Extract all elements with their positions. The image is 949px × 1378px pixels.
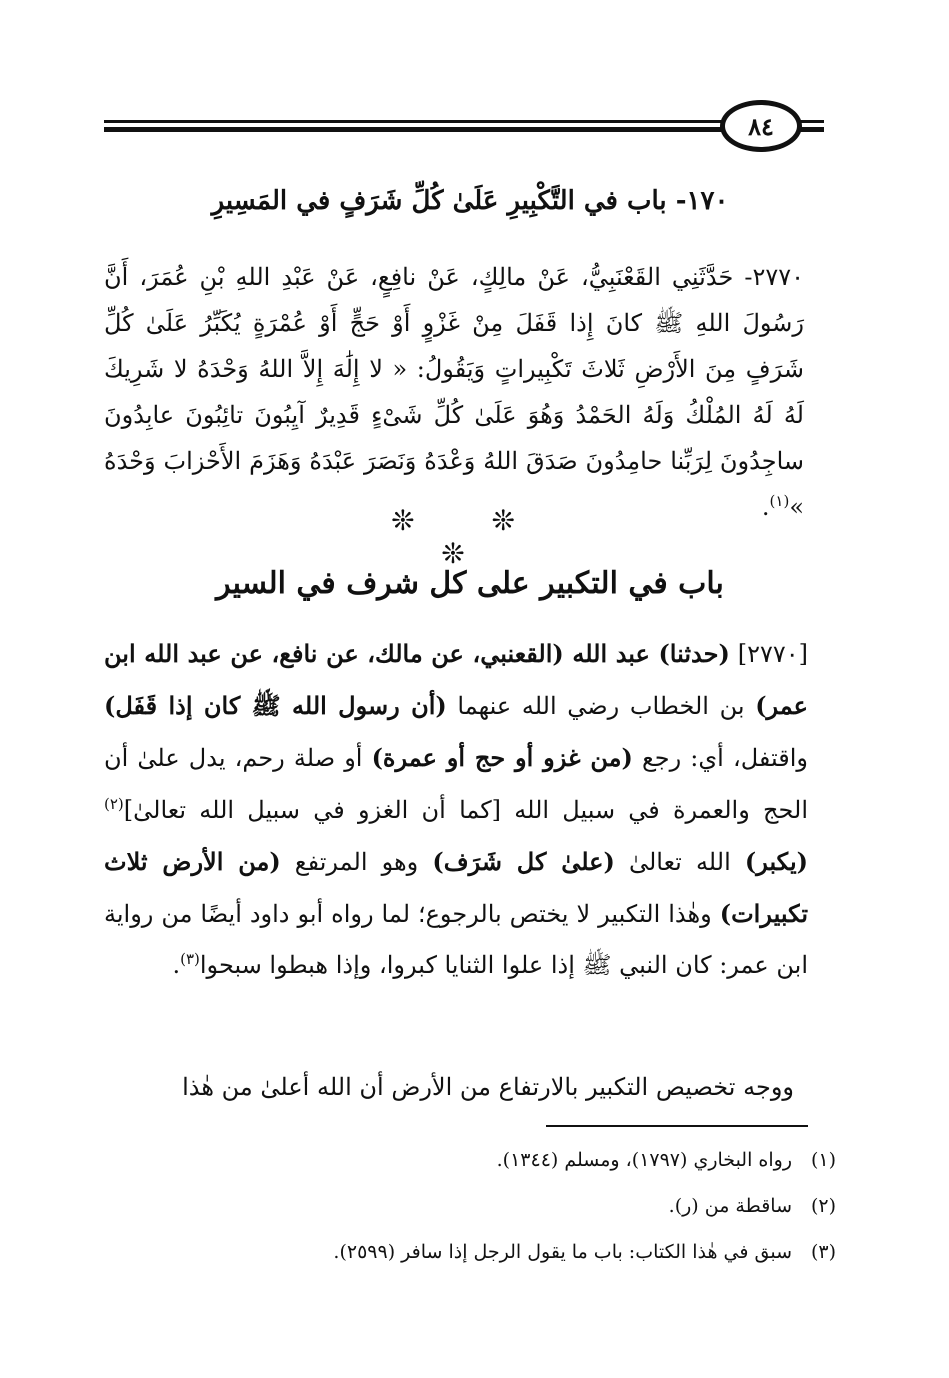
footnote-3: (٣)سبق في هٰذا الكتاب: باب ما يقول الرجل إذا سافر (٢٥٩٩). (333, 1241, 836, 1263)
header-rule (104, 118, 824, 134)
footnotes (200, 1140, 836, 1278)
footnote-1: (١)رواه البخاري (١٧٩٧)، ومسلم (١٣٤٤). (496, 1149, 836, 1171)
sharh-chapter-title: باب في التكبير على كل شرف في السير (216, 566, 724, 601)
page-number: ٨٤ (720, 100, 802, 152)
matn-chapter-title: ١٧٠- باب في التَّكْبِيرِ عَلَىٰ كُلِّ شَرَفٍ في المَسِيرِ (211, 186, 729, 216)
footnote-rule (546, 1125, 808, 1127)
footnote-marker-2: (٢) (104, 795, 124, 813)
footnote-2: (٢)ساقطة من (ر). (668, 1195, 836, 1217)
footnote-marker-1: (١) (769, 492, 790, 510)
matn-hadith: ٢٧٧٠- حَدَّثَنِي القَعْنَبِيُّ، عَنْ مالِكٍ، عَنْ نافِعٍ، عَنْ عَبْدِ اللهِ بْنِ عُمَرَ، أَنَّ رَسُولَ اللهِ ﷺ كانَ إِذا قَفَلَ مِنْ غَزْوٍ أَوْ حَجٍّ أَوْ عُمْرَةٍ يُكَبِّرُ عَلَىٰ كُلِّ شَرَفٍ مِنَ الأَرْضِ ثَلاثَ تَكْبِيراتٍ وَيَقُولُ: « لا إِلَٰهَ إِلاَّ اللهُ وَحْدَهُ لا شَرِيكَ لَهُ لَهُ المُلْكُ وَلَهُ الحَمْدُ وَهُوَ عَلَىٰ كُلِّ شَىْءٍ قَدِيرٌ آيِبُونَ تائِبُونَ عابِدُونَ ساجِدُونَ لِرَبِّنا حامِدُونَ صَدَقَ اللهُ وَعْدَهُ وَنَصَرَ عَبْدَهُ وَهَزَمَ الأَحْزابَ وَحْدَهُ »$^{(١)}$. (104, 263, 805, 521)
sharh-paragraph-2: ووجه تخصيص التكبير بالارتفاع من الأرض أن الله أعلىٰ من هٰذا (182, 1073, 794, 1101)
sharh-paragraph-1: [٢٧٧٠] (حدثنا) عبد الله (القعنبي، عن مالك، عن نافع، عن عبد الله ابن عمر) بن الخطاب رضي الله عنهما (أن رسول الله ﷺ كان إذا قَفَل) واقتفل، أي: رجع (من غزو أو حج أو عمرة) أو صلة رحم، يدل علىٰ أن الحج والعمرة في سبيل الله [كما أن الغزو في سبيل الله تعالىٰ]$^{(٢)}$ (يكبر) الله تعالىٰ (علىٰ كل شَرَف) وهو المرتفع (من الأرض ثلاث تكبيرات) وهٰذا التكبير لا يختص بالرجوع؛ لما رواه أبو داود أيضًا من رواية ابن عمر: كان النبي ﷺ إذا علوا الثنايا كبروا، وإذا هبطوا سبحوا$^{(٣)}$. (104, 639, 809, 979)
footnote-marker-3: (٣) (180, 950, 200, 968)
section-separator: ❊ ❊ ❊ (391, 504, 549, 570)
hadith-text: ٢٧٧٠- حَدَّثَنِي القَعْنَبِيُّ، عَنْ مالِكٍ، عَنْ نافِعٍ، عَنْ عَبْدِ اللهِ بْنِ عُمَرَ، أَنَّ رَسُولَ اللهِ ﷺ كانَ إِذا قَفَلَ مِنْ غَزْوٍ أَوْ حَجٍّ أَوْ عُمْرَةٍ يُكَبِّرُ عَلَىٰ كُلِّ شَرَفٍ مِنَ الأَرْضِ ثَلاثَ تَكْبِيراتٍ وَيَقُولُ: « لا إِلَٰهَ إِلاَّ اللهُ وَحْدَهُ لا شَرِيكَ لَهُ لَهُ المُلْكُ وَلَهُ الحَمْدُ وَهُوَ عَلَىٰ كُلِّ شَىْءٍ قَدِيرٌ آيِبُونَ تائِبُونَ عابِدُونَ ساجِدُونَ لِرَبِّنا حامِدُونَ صَدَقَ اللهُ وَعْدَهُ وَنَصَرَ عَبْدَهُ وَهَزَمَ الأَحْزابَ وَحْدَهُ » (104, 263, 805, 521)
